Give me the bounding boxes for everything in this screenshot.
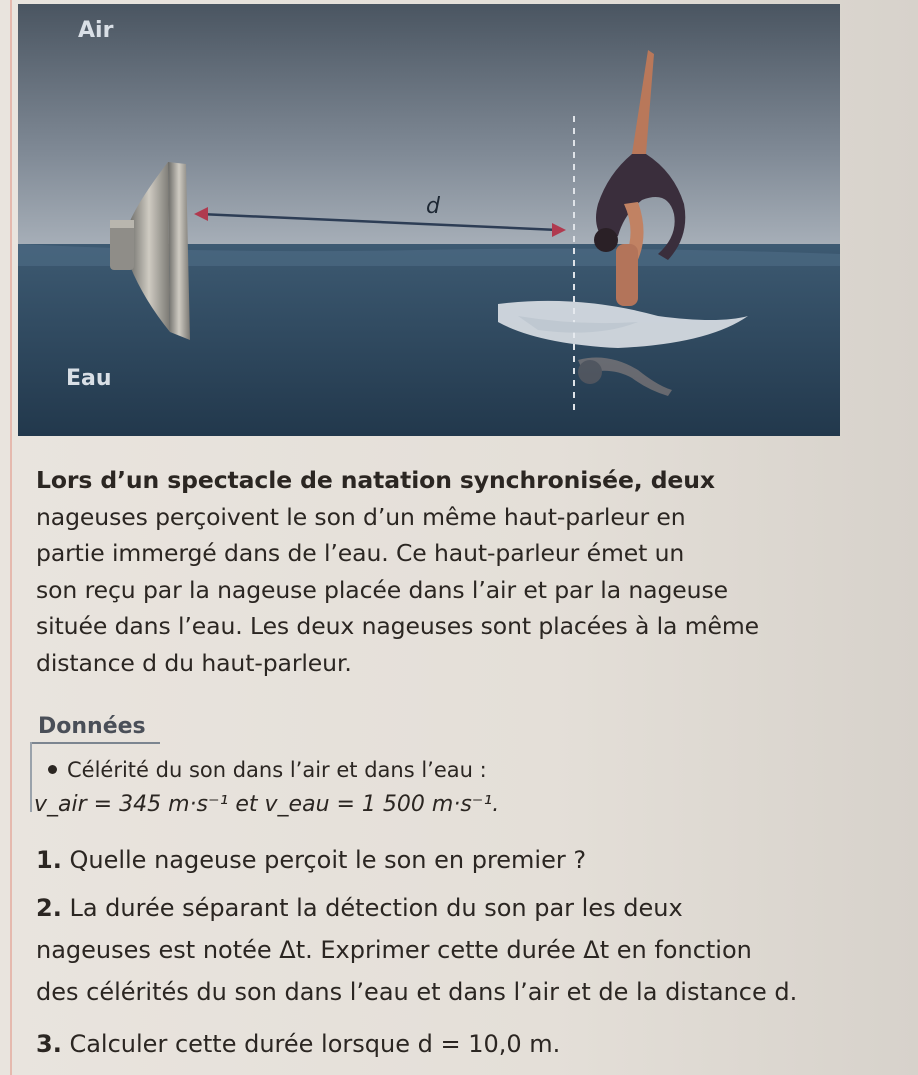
intro-line: distance d du haut-parleur. bbox=[36, 648, 352, 677]
donnees-title: Données bbox=[38, 714, 146, 739]
intro-line: son reçu par la nageuse placée dans l’air et par la nageuse bbox=[36, 575, 728, 604]
donnees-underline bbox=[30, 742, 160, 744]
question-3-number: 3. bbox=[36, 1030, 62, 1058]
label-eau: Eau bbox=[66, 366, 112, 391]
question-2-line-2: nageuses est notée Δt. Exprimer cette durée Δt en fonction bbox=[36, 936, 752, 964]
intro-line: nageuses perçoivent le son d’un même haut-parleur en bbox=[36, 502, 686, 531]
question-1 bbox=[36, 846, 586, 874]
label-air: Air bbox=[78, 18, 114, 43]
page-margin-line bbox=[10, 0, 12, 1075]
question-3-text: Calculer cette durée lorsque d = 10,0 m. bbox=[69, 1030, 561, 1058]
pool-illustration bbox=[18, 4, 840, 436]
question-2-line-3: des célérités du son dans l’eau et dans l’air et de la distance d. bbox=[36, 978, 798, 1006]
donnee-valeurs: v_air = 345 m·s⁻¹ et v_eau = 1 500 m·s⁻¹. bbox=[34, 792, 500, 817]
donnees-frame bbox=[30, 742, 32, 812]
label-distance-d: d bbox=[426, 194, 440, 219]
question-2-line-1 bbox=[36, 894, 683, 922]
bullet-icon bbox=[48, 765, 57, 774]
intro-line: Lors d’un spectacle de natation synchronisée, deux bbox=[36, 466, 715, 494]
donnee-celerite-text: Célérité du son dans l’air et dans l’eau : bbox=[67, 758, 487, 782]
intro-paragraph bbox=[36, 462, 848, 681]
pool-scene bbox=[18, 4, 840, 436]
donnee-celerite bbox=[48, 758, 487, 782]
question-3 bbox=[36, 1030, 560, 1058]
question-1-text: Quelle nageuse perçoit le son en premier ? bbox=[69, 846, 587, 874]
question-1-number: 1. bbox=[36, 846, 62, 874]
intro-line: située dans l’eau. Les deux nageuses sont placées à la même bbox=[36, 612, 760, 640]
question-2-number: 2. bbox=[36, 894, 62, 922]
intro-line: partie immergé dans de l’eau. Ce haut-parleur émet un bbox=[36, 539, 685, 567]
question-2-text-1: La durée séparant la détection du son par les deux bbox=[69, 894, 683, 922]
